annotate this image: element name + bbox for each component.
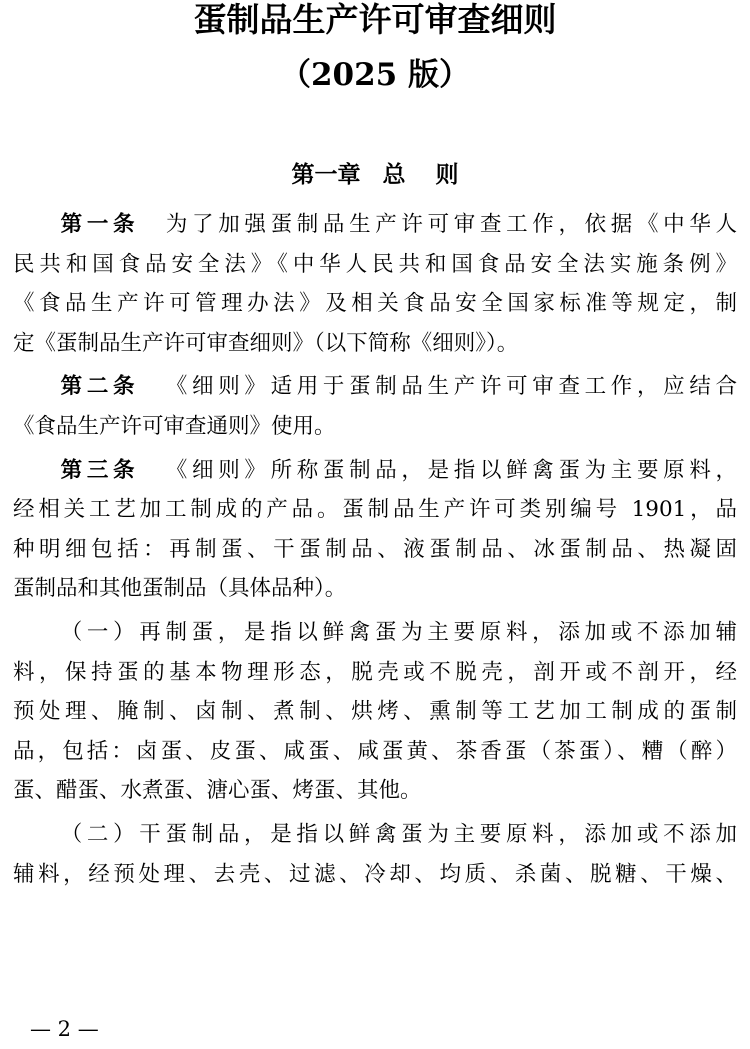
item-2-text: （二）干蛋制品，是指以鲜禽蛋为主要原料，添加或不添加 [56,821,737,847]
paragraph-line [13,367,737,407]
paragraph-line: 品，包括：卤蛋、皮蛋、咸蛋、咸蛋黄、茶香蛋（茶蛋）、糟（醉） [13,738,737,764]
paragraph-line: 预处理、腌制、卤制、煮制、烘烤、熏制等工艺加工制成的蛋制 [13,699,737,725]
paragraph-line: 蛋制品和其他蛋制品（具体品种）。 [13,576,347,602]
chapter-name-part-2: 则 [435,162,459,188]
item-1-text: （一）再制蛋，是指以鲜禽蛋为主要原料，添加或不添加辅 [56,619,737,645]
chapter-name-part-1: 总 [382,162,406,188]
article-3-label: 第三条 [56,457,140,483]
article-3-text: 《细则》所称蛋制品，是指以鲜禽蛋为主要原料， [161,457,737,483]
article-2-text: 《细则》适用于蛋制品生产许可审查工作，应结合 [161,374,737,400]
paragraph-line [13,451,737,491]
paragraph-line: 《食品生产许可管理办法》及相关食品安全国家标准等规定，制 [13,291,737,317]
chapter-heading [0,155,750,195]
article-1-label: 第一条 [56,212,140,237]
document-title: 蛋制品生产许可审查细则 [193,0,557,39]
paragraph-line: 料，保持蛋的基本物理形态，脱壳或不脱壳，剖开或不剖开，经 [13,659,737,685]
paragraph-line: 蛋、醋蛋、水煮蛋、溏心蛋、烤蛋、其他。 [13,778,422,804]
document-body [13,205,737,894]
article-1-text: 为了加强蛋制品生产许可审查工作，依据《中华人 [161,212,737,237]
paragraph-line: 《食品生产许可审查通则》使用。 [13,413,336,439]
paragraph-line [13,205,737,245]
document-version: （2025 版） [279,57,471,93]
paragraph-line [13,613,737,653]
page-number: — 2 — [30,1017,99,1041]
paragraph-line: 经相关工艺加工制成的产品。蛋制品生产许可类别编号 1901，品 [13,497,737,523]
paragraph-line [13,815,737,855]
paragraph-line: 种明细包括：再制蛋、干蛋制品、液蛋制品、冰蛋制品、热凝固 [13,536,737,562]
paragraph-line: 辅料，经预处理、去壳、过滤、冷却、均质、杀菌、脱糖、干燥、 [13,861,737,887]
article-2-label: 第二条 [56,374,140,400]
chapter-number: 第一章 [291,162,361,188]
paragraph-line: 民共和国食品安全法》《中华人民共和国食品安全法实施条例》 [13,251,737,277]
paragraph-line: 定《蛋制品生产许可审查细则》（以下简称《细则》）。 [13,330,519,356]
